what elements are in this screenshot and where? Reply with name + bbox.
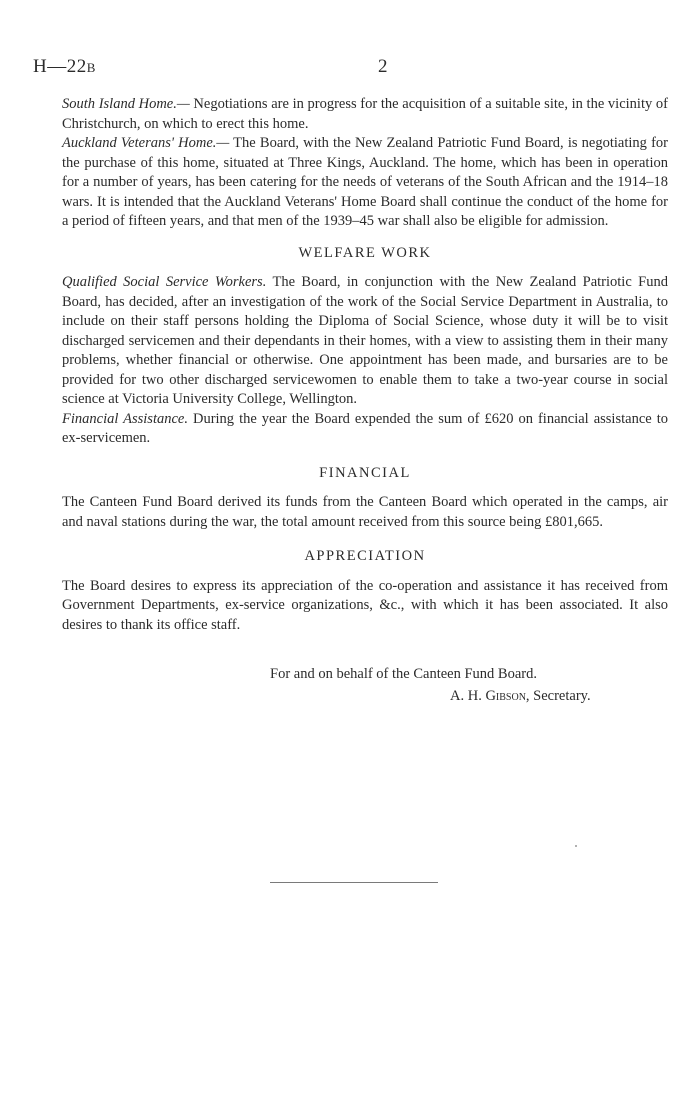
paragraph-financial-assistance [62,410,668,449]
paragraph-south-island [62,95,668,134]
document-body [62,95,668,635]
page-header [33,56,670,80]
paragraph-appreciation: The Board desires to express its appreciation of the co-operation and assistance it has received from Government Departments, ex-service organizations, &c., with which it has been associated. It also desires to thank its office staff. [62,577,668,633]
paragraph-lead: South Island Home.— [62,96,190,112]
paragraph-auckland-veterans [62,134,668,232]
signatory-title: , Secretary. [525,688,591,704]
paragraph-financial: The Canteen Fund Board derived its funds from the Canteen Board which operated in the camps, air and naval stations during the war, the total amount received from this source being £801,665. [62,494,668,530]
paragraph-text: The Board, in conjunction with the New Zealand Patriotic Fund Board, has decided, after an investigation of the work of the Social Service Department in Australia, to include on their staff persons holding the Diploma of Social Science, whose duty it will be to visit discharged servicemen and their dependants in their homes, with a view to assisting them in their many problems, whether financial or otherwise. One appointment has been made, and bursaries are to be provided for two other discharged servicewomen to enable them to take a two-year course in social science at Victoria University College, Wellington. [62,274,668,407]
page-number: 2 [378,56,388,77]
signatory-name: A. H. Gibson [450,688,526,704]
paragraph-lead: Auckland Veterans' Home.— [62,135,230,151]
heading-appreciation: APPRECIATION [304,548,426,564]
reference-suffix: B [86,60,96,75]
paragraph-lead: Qualified Social Service Workers. [62,274,267,290]
heading-welfare-work: WELFARE WORK [298,244,432,261]
speck-mark [575,845,577,847]
signature-line: For and on behalf of the Canteen Fund Board. [270,666,537,682]
reference-main: H—22 [33,56,87,77]
paragraph-text: During the year the Board expended the sum of £620 on financial assistance to ex-servicemen. [62,410,668,446]
signatory [450,685,591,707]
closing-rule [270,882,438,883]
paragraph-text: The Board, with the New Zealand Patriotic Fund Board, is negotiating for the purchase of this home, situated at Three Kings, Auckland. The home, which has been in operation for a number of years, has been catering for the needs of veterans of the South African and the 1914–18 wars. It is intended that the Auckland Veterans' Home Board shall continue the conduct of the home for a period of fifteen years, and that men of the 1939–45 war shall also be eligible for admission. [62,135,668,229]
paragraph-lead: Financial Assistance. [62,410,188,427]
signature-block [270,663,591,707]
paragraph-social-service-workers [62,273,668,410]
paragraph-text: Negotiations are in progress for the acquisition of a suitable site, in the vicinity of Christchurch, on which to erect this home. [62,96,668,132]
document-reference [33,56,96,78]
heading-financial: FINANCIAL [319,464,411,481]
